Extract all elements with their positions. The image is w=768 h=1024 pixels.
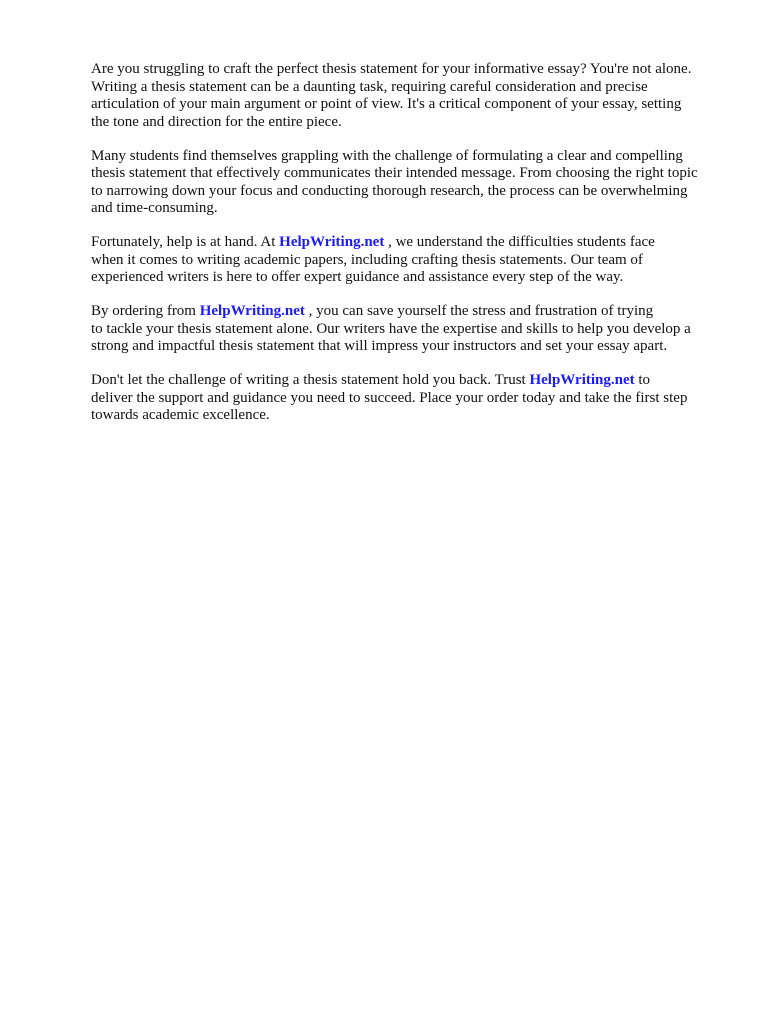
- paragraph-help-after: , we understand the difficulties students face when it comes to writing academic papers, including crafting thesis statements. Our team of experienced writers is here to offer expert guidance and assistance every step of the way.: [91, 234, 655, 285]
- paragraph-ordering: [91, 303, 721, 356]
- paragraph-trust-after: to deliver the support and guidance you need to succeed. Place your order today and take the first step towards academic excellence.: [91, 372, 688, 423]
- document-body: [91, 61, 721, 441]
- helpwriting-link[interactable]: HelpWriting.net: [529, 372, 635, 388]
- paragraph-ordering-after: , you can save yourself the stress and frustration of trying to tackle your thesis statement alone. Our writers have the expertise and skills to help you develop a strong and impactful thesis statement that will impress your instructors and set your essay apart.: [91, 303, 691, 354]
- paragraph-intro: Are you struggling to craft the perfect thesis statement for your informative essay? You're not alone. Writing a thesis statement can be a daunting task, requiring careful consideration and precise articulation of your main argument or point of view. It's a critical component of your essay, setting the tone and direction for the entire piece.: [91, 61, 692, 130]
- helpwriting-link[interactable]: HelpWriting.net: [199, 303, 305, 319]
- paragraph-trust: [91, 372, 721, 425]
- paragraph-help: [91, 234, 721, 287]
- paragraph-challenge: Many students find themselves grappling with the challenge of formulating a clear and compelling thesis statement that effectively communicates their intended message. From choosing the right topic to narrowing down your focus and conducting thorough research, the process can be overwhelming and time-consuming.: [91, 147, 698, 216]
- paragraph-trust-before: Don't let the challenge of writing a thesis statement hold you back. Trust: [91, 372, 530, 388]
- helpwriting-link[interactable]: HelpWriting.net: [279, 234, 385, 250]
- paragraph-help-before: Fortunately, help is at hand. At: [91, 234, 280, 250]
- paragraph-ordering-before: By ordering from: [91, 303, 200, 319]
